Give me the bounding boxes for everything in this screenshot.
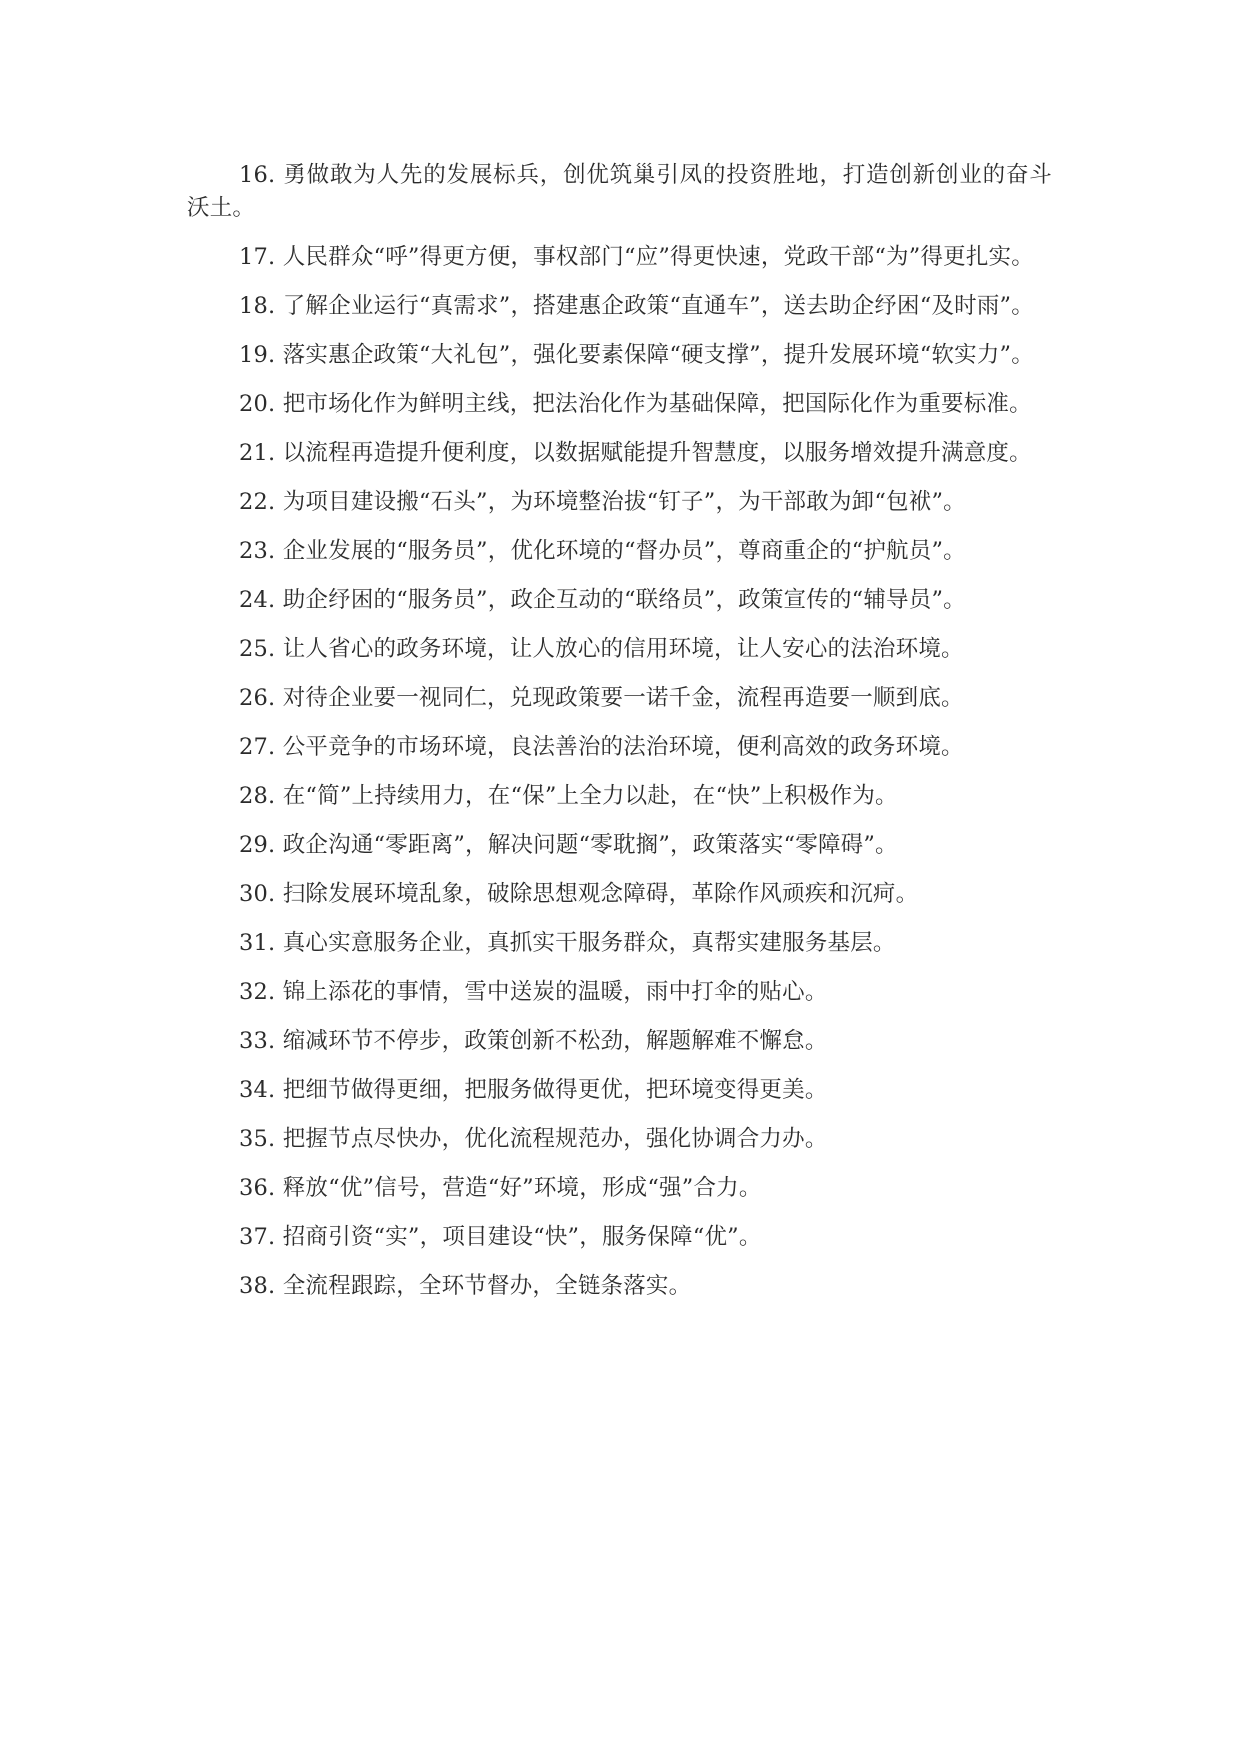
- document-body: [187, 159, 1052, 1319]
- list-item-24: 24. 助企纾困的“服务员”，政企互动的“联络员”，政策宣传的“辅导员”。: [239, 587, 966, 613]
- list-item-17: 17. 人民群众“呼”得更方便，事权部门“应”得更快速，党政干部“为”得更扎实。: [239, 244, 1034, 270]
- list-item-29: 29. 政企沟通“零距离”，解决问题“零耽搁”，政策落实“零障碍”。: [239, 832, 898, 858]
- list-item-31: 31. 真心实意服务企业，真抓实干服务群众，真帮实建服务基层。: [239, 930, 896, 956]
- list-item-30: 30. 扫除发展环境乱象，破除思想观念障碍，革除作风顽疾和沉疴。: [239, 881, 919, 907]
- list-item-18: 18. 了解企业运行“真需求”，搭建惠企政策“直通车”，送去助企纾困“及时雨”。: [239, 293, 1034, 319]
- list-item-25: 25. 让人省心的政务环境，让人放心的信用环境，让人安心的法治环境。: [239, 636, 964, 662]
- list-item-37: 37. 招商引资“实”，项目建设“快”，服务保障“优”。: [239, 1224, 762, 1250]
- list-item-38: 38. 全流程跟踪，全环节督办，全链条落实。: [239, 1273, 692, 1299]
- list-item-27: 27. 公平竞争的市场环境，良法善治的法治环境，便利高效的政务环境。: [239, 734, 964, 760]
- list-item-19: 19. 落实惠企政策“大礼包”，强化要素保障“硬支撑”，提升发展环境“软实力”。: [239, 342, 1034, 368]
- list-item-20: 20. 把市场化作为鲜明主线，把法治化作为基础保障，把国际化作为重要标准。: [239, 391, 1032, 417]
- list-item-36: 36. 释放“优”信号，营造“好”环境，形成“强”合力。: [239, 1175, 762, 1201]
- list-item-28: 28. 在“简”上持续用力，在“保”上全力以赴，在“快”上积极作为。: [239, 783, 898, 809]
- list-item-33: 33. 缩减环节不停步，政策创新不松劲，解题解难不懈怠。: [239, 1028, 828, 1054]
- list-item-34: 34. 把细节做得更细，把服务做得更优，把环境变得更美。: [239, 1077, 828, 1103]
- list-item-22: 22. 为项目建设搬“石头”，为环境整治拔“钉子”，为干部敢为卸“包袱”。: [239, 489, 966, 515]
- list-item-32: 32. 锦上添花的事情，雪中送炭的温暖，雨中打伞的贴心。: [239, 979, 828, 1005]
- list-item-16: 16. 勇做敢为人先的发展标兵，创优筑巢引凤的投资胜地，打造创新创业的奋斗沃土。: [187, 162, 1052, 221]
- list-item-35: 35. 把握节点尽快办，优化流程规范办，强化协调合力办。: [239, 1126, 828, 1152]
- list-item-23: 23. 企业发展的“服务员”，优化环境的“督办员”，尊商重企的“护航员”。: [239, 538, 966, 564]
- list-item-21: 21. 以流程再造提升便利度，以数据赋能提升智慧度，以服务增效提升满意度。: [239, 440, 1032, 466]
- list-item-26: 26. 对待企业要一视同仁，兑现政策要一诺千金，流程再造要一顺到底。: [239, 685, 964, 711]
